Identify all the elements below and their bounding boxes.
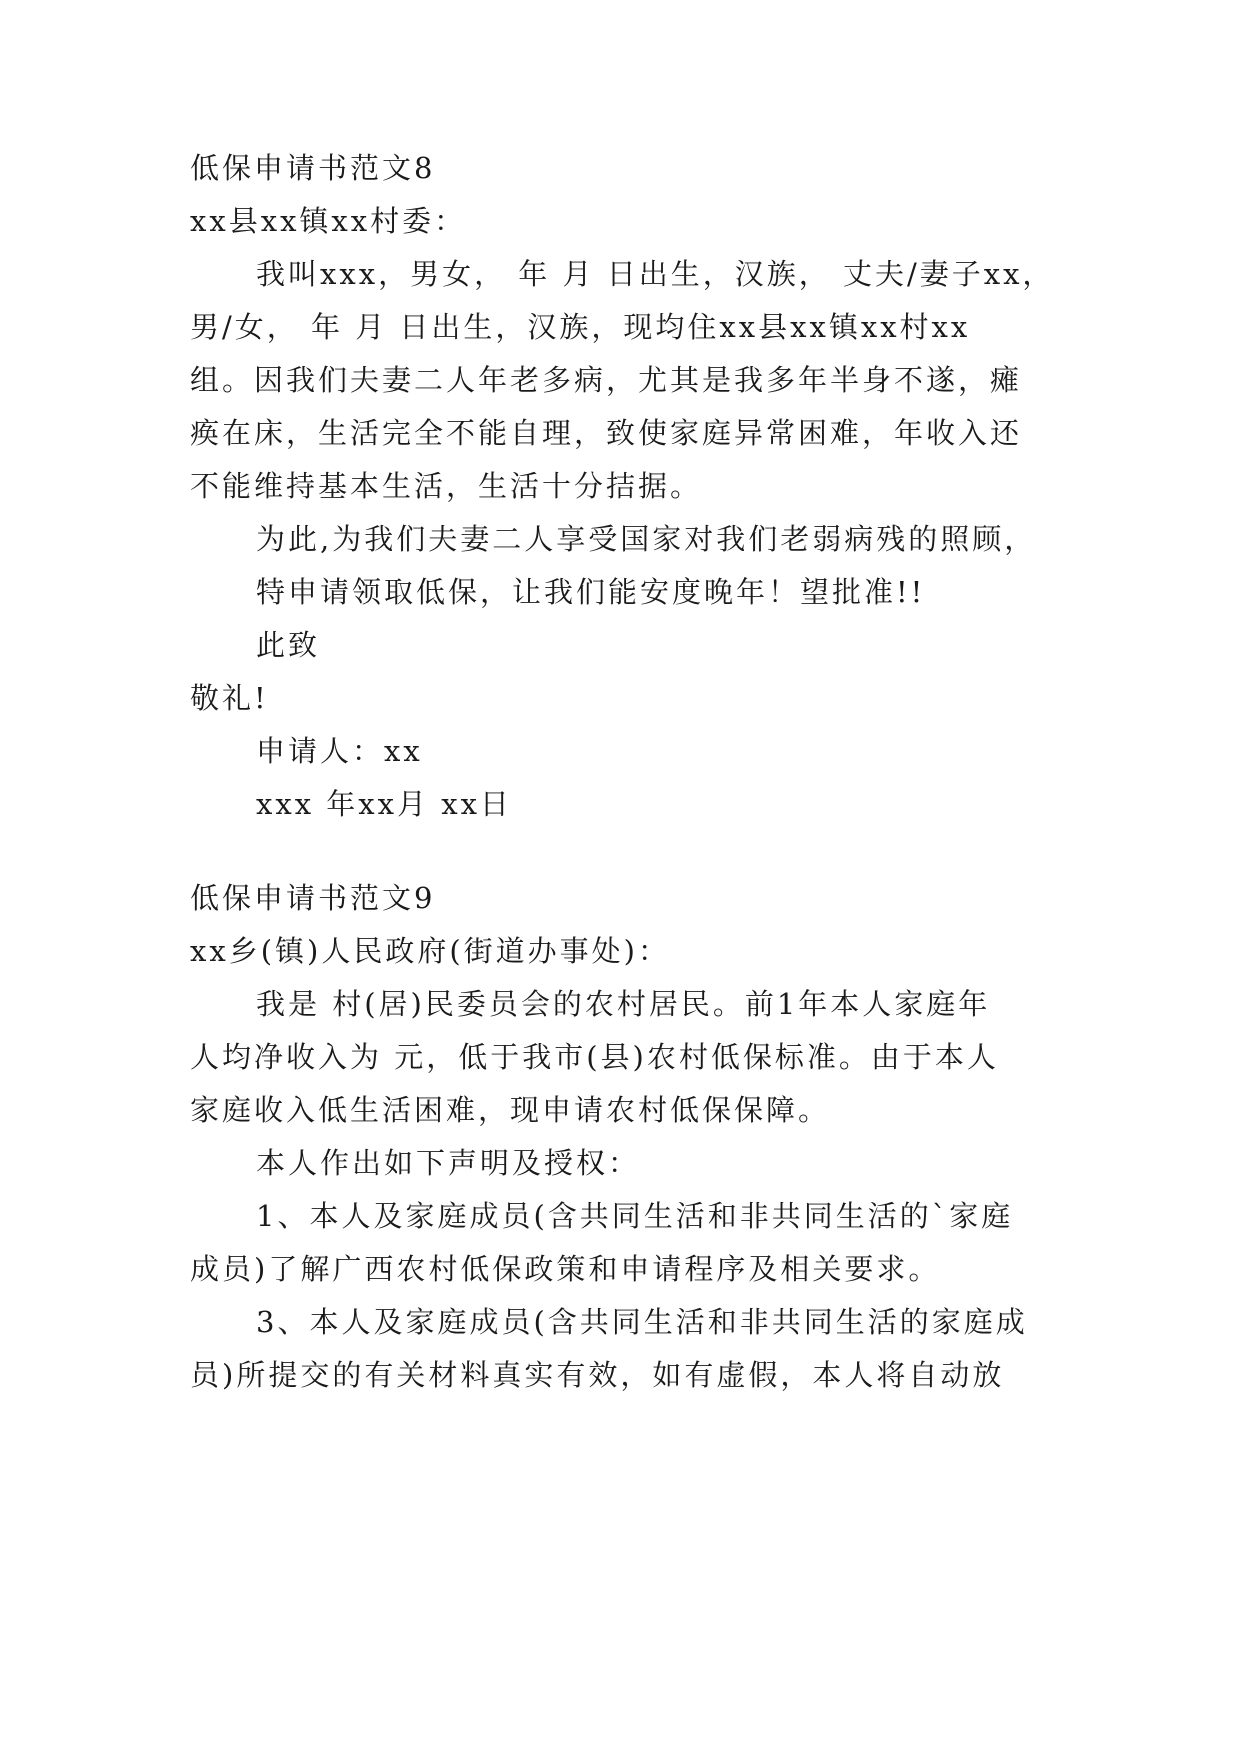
applicant-signature: 申请人：xx: [256, 734, 423, 768]
section-8-paragraph-line: 痪在床，生活完全不能自理，致使家庭异常困难，年收入还: [190, 416, 1023, 450]
section-8-paragraph-line: 我叫xxx，男女， 年 月 日出生，汉族， 丈夫/妻子xx，: [256, 257, 1055, 291]
section-9-paragraph-line: 我是 村(居)民委员会的农村居民。前1年本人家庭年: [256, 987, 991, 1021]
section-8-paragraph-line: 特申请领取低保，让我们能安度晚年！望批准!!: [256, 575, 926, 609]
section-8-title: 低保申请书范文8: [190, 151, 436, 185]
application-date: xxx 年xx月 xx日: [256, 787, 512, 821]
section-8-addressee: xx县xx镇xx村委：: [190, 204, 467, 238]
section-9-paragraph-line: 人均净收入为 元，低于我市(县)农村低保标准。由于本人: [190, 1040, 999, 1074]
section-8-paragraph-line: 不能维持基本生活，生活十分拮据。: [190, 469, 703, 503]
section-9-addressee: xx乡(镇)人民政府(街道办事处)：: [190, 934, 670, 968]
section-9-paragraph-line: 家庭收入低生活困难，现申请农村低保保障。: [190, 1093, 831, 1127]
closing-salutation: 此致: [256, 628, 321, 662]
section-9-paragraph-line: 员)所提交的有关材料真实有效，如有虚假，本人将自动放: [190, 1358, 1005, 1392]
section-9-paragraph-line: 本人作出如下声明及授权：: [256, 1146, 641, 1180]
section-9-paragraph-line: 成员)了解广西农村低保政策和申请程序及相关要求。: [190, 1252, 941, 1286]
section-9-paragraph-line: 3、本人及家庭成员(含共同生活和非共同生活的家庭成: [256, 1305, 1028, 1339]
section-9-paragraph-line: 1、本人及家庭成员(含共同生活和非共同生活的`家庭: [256, 1199, 1014, 1233]
section-9-title: 低保申请书范文9: [190, 881, 436, 915]
section-8-paragraph-line: 组。因我们夫妻二人年老多病，尤其是我多年半身不遂，瘫: [190, 363, 1023, 397]
section-8-paragraph-line: 男/女， 年 月 日出生，汉族，现均住xx县xx镇xx村xx: [190, 310, 971, 344]
closing-regards: 敬礼!: [190, 681, 269, 715]
section-8-paragraph-line: 为此,为我们夫妻二人享受国家对我们老弱病残的照顾，: [256, 522, 1037, 556]
